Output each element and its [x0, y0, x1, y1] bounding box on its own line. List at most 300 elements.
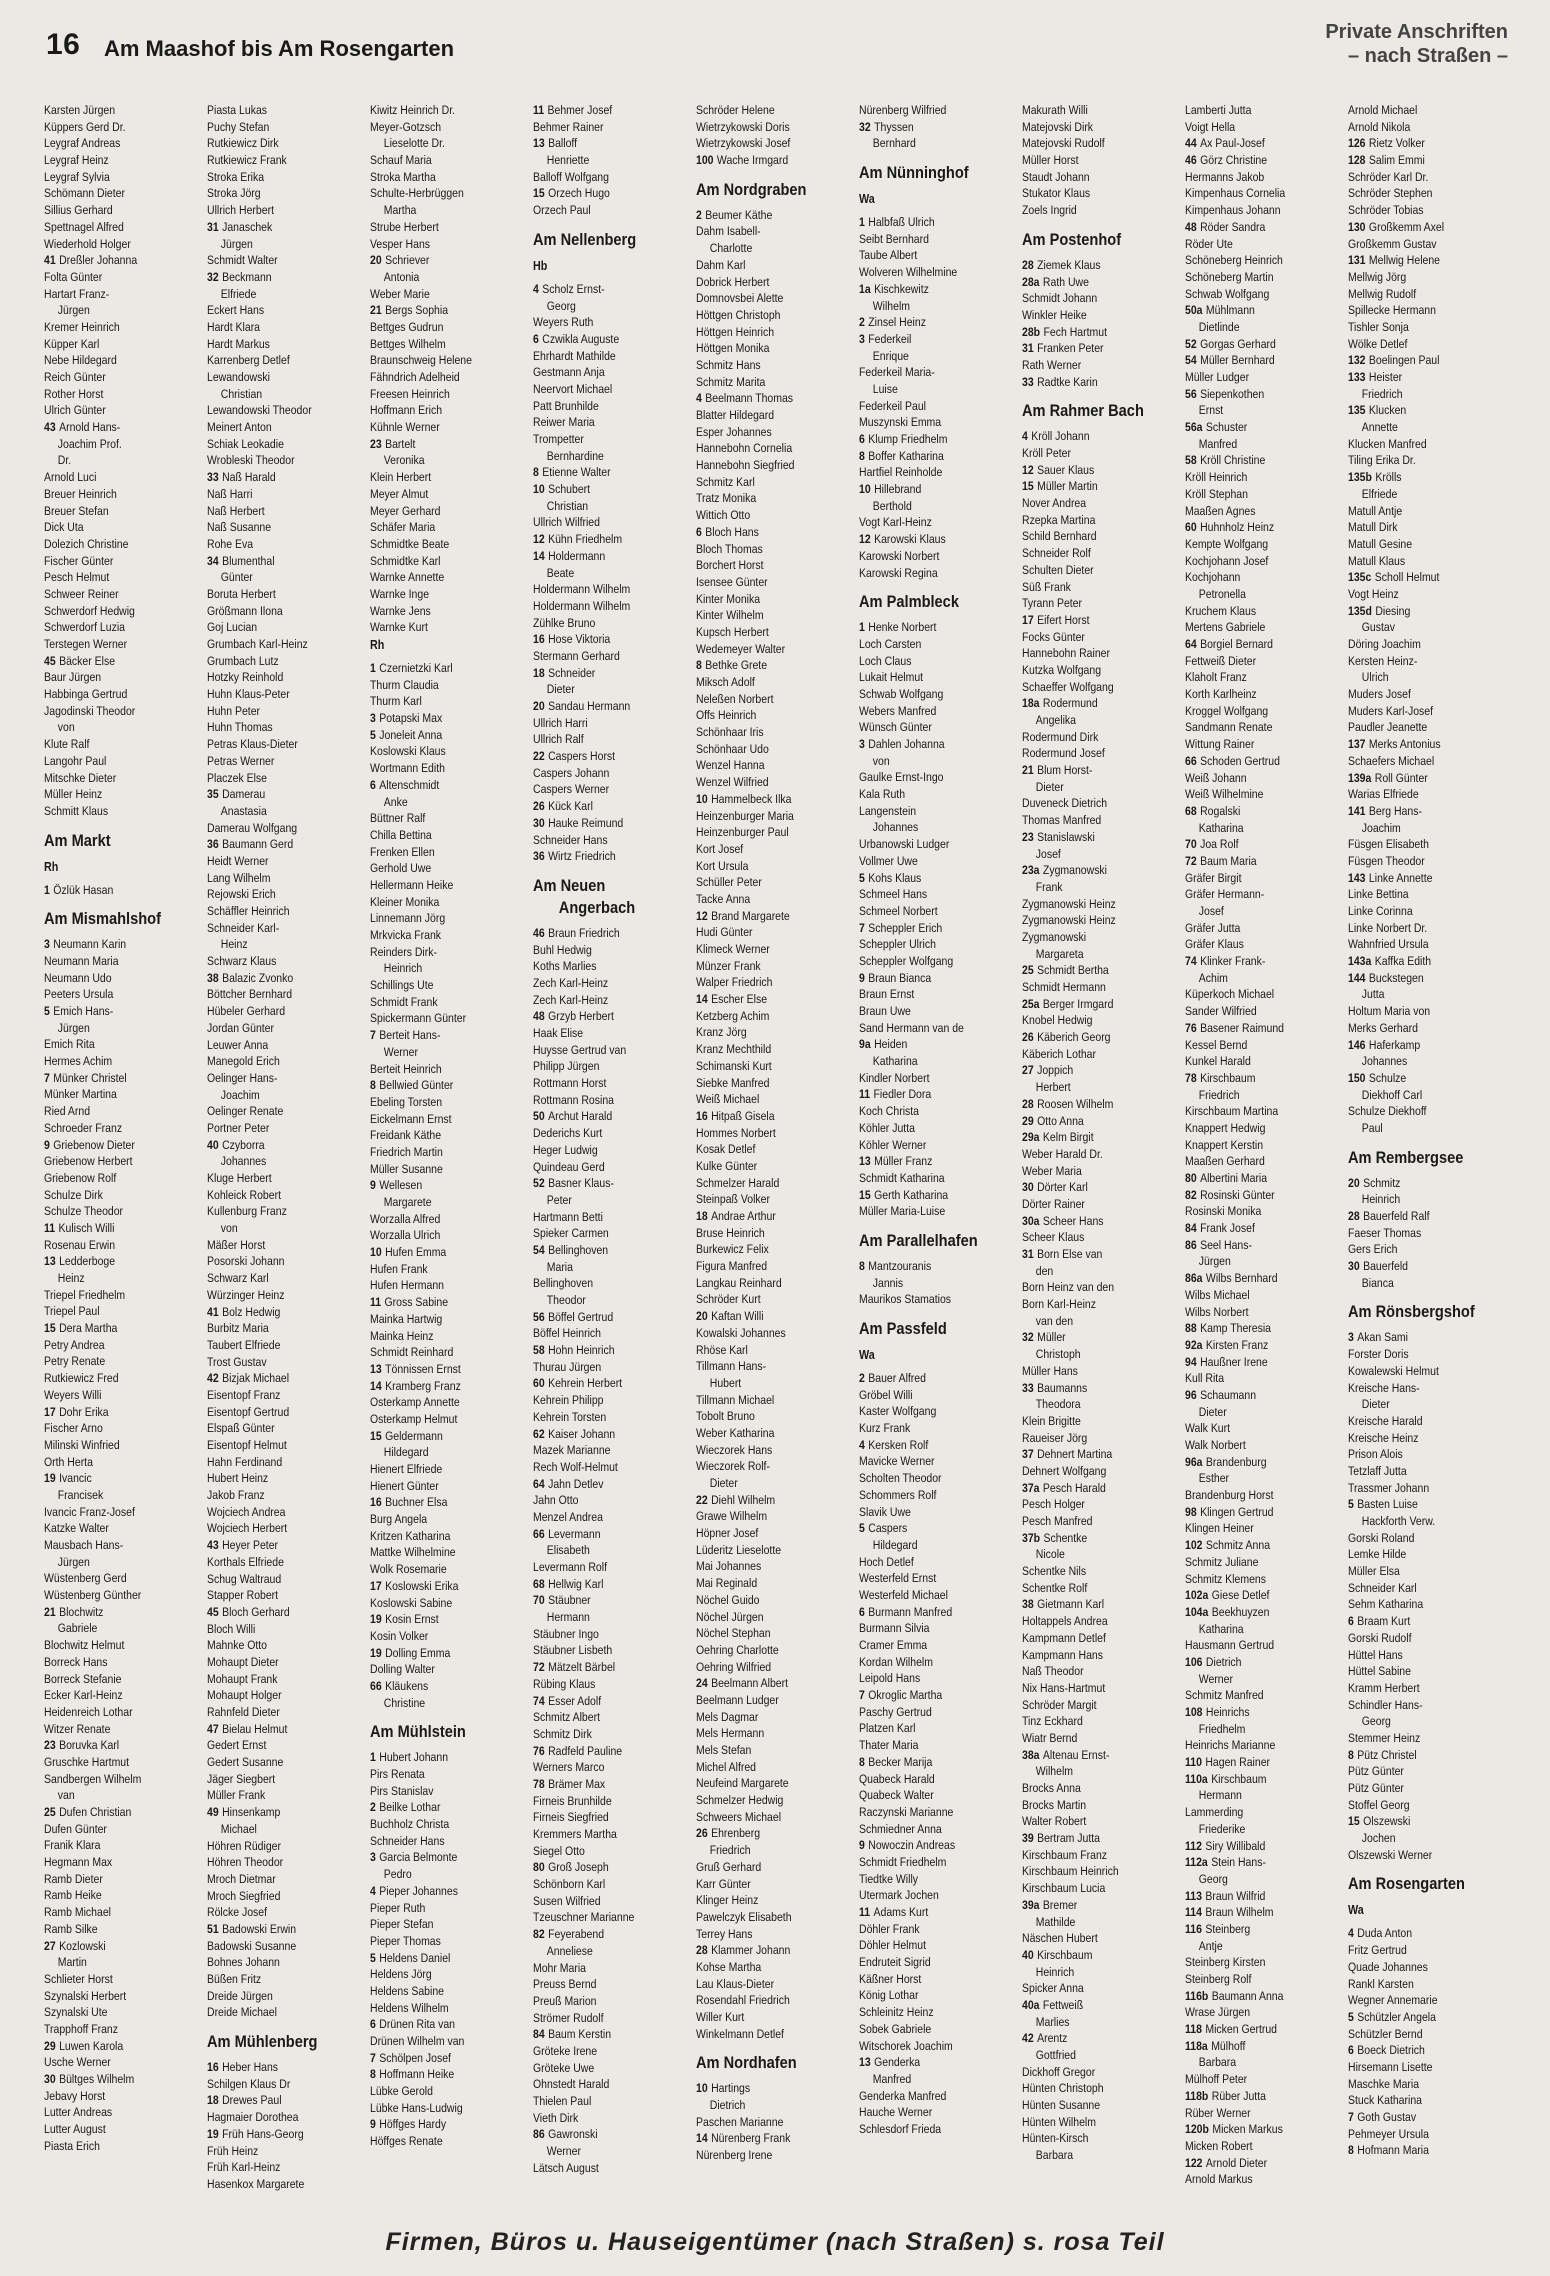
resident-entry: Bianca: [1361, 1275, 1394, 1290]
resident-entry: [1185, 1354, 1348, 1371]
resident-entry: Kurz Frank: [859, 1421, 911, 1436]
resident-entry: Hildegard: [383, 1445, 429, 1460]
resident-entry: Marlies: [1035, 2014, 1070, 2029]
resident-entry: Schmidt Friedhelm: [859, 1854, 947, 1869]
resident-entry: Wojciech Andrea: [207, 1504, 286, 1519]
resident-entry: Westerfeld Michael: [859, 1587, 948, 1602]
resident-entry: Wiederhold Holger: [44, 236, 131, 251]
resident-entry: Posorski Johann: [207, 1254, 285, 1269]
resident-entry: Vesper Hans: [370, 236, 431, 251]
resident-entry: Schaefers Michael: [1348, 753, 1435, 768]
resident-entry: Jannis: [872, 1275, 904, 1290]
house-number: 1: [370, 1750, 376, 1765]
resident-entry: Staudt Johann: [1022, 169, 1090, 184]
resident-entry: Bloch Willi: [207, 1621, 256, 1636]
resident-entry: Olszewski Werner: [1348, 1847, 1433, 1862]
resident-entry: Hubert Heinz: [207, 1471, 269, 1486]
resident-entry: Petras Klaus-Dieter: [207, 737, 298, 752]
resident-entry: [859, 1754, 1022, 1771]
resident-entry: Wilbs Michael: [1185, 1287, 1250, 1302]
resident-entry: [207, 1137, 370, 1154]
resident-name: Bremer: [1042, 1897, 1078, 1912]
resident-entry: Paschen Marianne: [696, 2114, 784, 2129]
resident-name: Okroglic Martha: [868, 1688, 943, 1703]
resident-entry: van den: [1035, 1313, 1074, 1328]
resident-entry: [1185, 135, 1348, 152]
resident-entry: Stroka Jörg: [207, 186, 261, 201]
resident-entry: [207, 1804, 370, 1821]
resident-name: Orzech Hugo: [548, 186, 610, 201]
resident-entry: Lewandowski Theodor: [207, 403, 312, 418]
resident-entry: Vogt Heinz: [1348, 586, 1399, 601]
resident-name: Griebenow Dieter: [53, 1137, 135, 1152]
resident-entry: [1348, 953, 1511, 970]
resident-name: Braun Wilhelm: [1205, 1905, 1274, 1920]
resident-name: Genderka: [874, 2055, 921, 2070]
resident-entry: [370, 1294, 533, 1311]
resident-entry: Schmitz Marita: [696, 374, 766, 389]
house-number: 32: [1022, 1330, 1034, 1345]
resident-entry: Friedrich Martin: [370, 1144, 443, 1159]
resident-entry: Behmer Rainer: [533, 119, 604, 134]
resident-entry: Friedrich: [1361, 386, 1403, 401]
resident-entry: Koch Christa: [859, 1104, 920, 1119]
resident-name: Baumann Anna: [1211, 1988, 1284, 2003]
resident-name: Mätzelt Bärbel: [548, 1660, 616, 1675]
resident-entry: Schröder Tobias: [1348, 203, 1424, 218]
resident-entry: Ried Arnd: [44, 1104, 91, 1119]
resident-name: Wellesen: [379, 1178, 423, 1193]
resident-entry: [859, 314, 1022, 331]
resident-entry: Kohse Martha: [696, 1959, 762, 1974]
house-number: 80: [1185, 1171, 1197, 1185]
resident-name: Rath Uwe: [1042, 274, 1089, 289]
resident-entry: [370, 1799, 533, 1816]
house-number: 21: [370, 303, 382, 318]
resident-name: Potapski Max: [379, 711, 443, 726]
resident-entry: [859, 214, 1022, 231]
resident-name: Dörter Karl: [1037, 1180, 1088, 1195]
resident-entry: [207, 970, 370, 987]
house-number: 26: [1022, 1030, 1034, 1045]
house-number: 141: [1348, 803, 1366, 818]
resident-entry: Bellinghoven: [533, 1276, 594, 1291]
resident-entry: Meyer Almut: [370, 486, 429, 501]
house-number: 7: [370, 2050, 376, 2065]
resident-name: Fiedler Dora: [873, 1087, 932, 1102]
house-number: 23a: [1022, 863, 1040, 878]
resident-entry: Schröder Karl Dr.: [1348, 169, 1429, 184]
resident-name: Beckmann: [222, 269, 272, 284]
resident-name: Heldens Daniel: [379, 1950, 451, 1965]
resident-entry: Näschen Hubert: [1022, 1931, 1098, 1946]
resident-entry: Hegmann Max: [44, 1855, 113, 1870]
resident-entry: Schmelzer Hedwig: [696, 1793, 784, 1808]
resident-entry: Arnold Markus: [1185, 2172, 1253, 2187]
resident-entry: Schäfer Maria: [370, 520, 436, 535]
resident-entry: Wietrzykowski Doris: [696, 119, 790, 134]
resident-entry: Knappert Hedwig: [1185, 1120, 1266, 1135]
resident-entry: Knappert Kerstin: [1185, 1137, 1264, 1152]
directory-column: [370, 102, 533, 2200]
house-number: 30: [1348, 1259, 1360, 1274]
house-number: 28a: [1022, 274, 1040, 289]
house-number: 15: [859, 1187, 871, 1202]
resident-entry: [1185, 2038, 1348, 2055]
resident-entry: [1185, 302, 1348, 319]
resident-entry: Hünten Christoph: [1022, 2081, 1104, 2096]
house-number: 76: [533, 1743, 545, 1758]
house-number: 40a: [1022, 1997, 1040, 2012]
resident-entry: [1185, 1337, 1348, 1354]
resident-entry: [533, 798, 696, 815]
resident-entry: [44, 1938, 207, 1955]
house-number: 1: [859, 620, 865, 635]
resident-entry: Gräfer Hermann-: [1185, 887, 1265, 902]
resident-entry: Karrenberg Detlef: [207, 353, 290, 368]
house-number: 139a: [1348, 770, 1372, 785]
resident-name: Kläukens: [385, 1678, 429, 1693]
resident-name: Holdermann: [548, 548, 606, 563]
resident-entry: Manfred: [1198, 436, 1238, 451]
resident-entry: Werner: [1198, 1671, 1233, 1686]
resident-entry: [370, 2066, 533, 2083]
resident-entry: Pirs Renata: [370, 1767, 425, 1781]
resident-name: Henke Norbert: [868, 620, 937, 635]
resident-entry: Szynalski Ute: [44, 2005, 108, 2020]
resident-entry: Dieter: [1035, 779, 1064, 794]
resident-name: Schmitz Anna: [1205, 1538, 1271, 1553]
house-number: 14: [533, 548, 545, 563]
resident-entry: Fähndrich Adelheid: [370, 370, 460, 384]
house-number: 5: [370, 1950, 376, 1965]
resident-entry: Neervort Michael: [533, 381, 613, 396]
resident-entry: Wietrzykowski Josef: [696, 136, 791, 151]
resident-entry: Piasta Erich: [44, 2138, 100, 2153]
resident-entry: [859, 448, 1022, 465]
resident-name: Adams Kurt: [873, 1905, 929, 1919]
house-number: 8: [696, 658, 702, 673]
resident-entry: Wortmann Edith: [370, 761, 445, 776]
resident-entry: Weiß Michael: [696, 1092, 760, 1107]
resident-entry: Lutter August: [44, 2122, 106, 2137]
resident-entry: Klaholt Franz: [1185, 670, 1247, 685]
resident-entry: Münzer Frank: [696, 958, 761, 973]
resident-name: Ledderboge: [59, 1254, 116, 1269]
house-number: 28: [1022, 1096, 1034, 1111]
directory-column: [696, 102, 859, 2200]
resident-entry: Dieter: [709, 1476, 738, 1490]
resident-entry: [207, 1304, 370, 1321]
resident-entry: Folta Günter: [44, 269, 103, 284]
resident-entry: Hirsemann Lisette: [1348, 2059, 1433, 2074]
resident-entry: Hudi Günter: [696, 925, 753, 940]
house-number: 36: [533, 849, 545, 864]
resident-entry: [1348, 2109, 1511, 2126]
directory-column: [44, 102, 207, 2200]
resident-entry: Langkau Reinhard: [696, 1275, 782, 1290]
resident-name: Kirsten Franz: [1205, 1337, 1269, 1352]
resident-entry: [859, 1187, 1022, 1204]
resident-entry: Döhler Helmut: [859, 1938, 926, 1953]
resident-entry: Leuwer Anna: [207, 1037, 269, 1052]
resident-entry: [44, 2038, 207, 2055]
resident-entry: Fritz Gertrud: [1348, 1943, 1407, 1958]
street-heading: Am Rosengarten: [1348, 1874, 1465, 1894]
resident-entry: Josef: [1035, 846, 1061, 861]
resident-entry: [533, 464, 696, 481]
resident-entry: Balloff Wolfgang: [533, 169, 609, 184]
house-number: 106: [1185, 1654, 1203, 1669]
resident-entry: Christoph: [1035, 1347, 1081, 1362]
resident-name: Mühlmann: [1205, 303, 1255, 318]
resident-entry: Tzeuschner Marianne: [533, 1910, 635, 1925]
resident-entry: Gröbel Willi: [859, 1387, 913, 1402]
resident-entry: [207, 219, 370, 236]
house-number: 58: [1185, 453, 1197, 468]
resident-entry: [859, 1687, 1022, 1704]
resident-entry: Osterkamp Annette: [370, 1395, 460, 1410]
resident-name: Berger Irmgard: [1042, 996, 1114, 1011]
house-number: 4: [859, 1437, 865, 1452]
house-number: 15: [44, 1321, 56, 1336]
resident-entry: [207, 836, 370, 853]
resident-entry: Sand Hermann van de: [859, 1020, 964, 1035]
resident-entry: Mainka Hartwig: [370, 1311, 443, 1326]
resident-entry: Walper Friedrich: [696, 975, 773, 990]
resident-entry: Lieselotte Dr.: [383, 136, 445, 151]
resident-entry: Schimanski Kurt: [696, 1058, 772, 1073]
resident-entry: Nix Hans-Hartmut: [1022, 1680, 1106, 1695]
resident-entry: Kala Ruth: [859, 787, 906, 802]
resident-entry: Joachim: [220, 1087, 260, 1102]
resident-entry: Kröll Stephan: [1185, 486, 1248, 501]
resident-entry: Nover Andrea: [1022, 496, 1087, 511]
house-number: 3: [370, 1850, 376, 1865]
house-number: 39: [1022, 1831, 1034, 1846]
resident-entry: Matull Antje: [1348, 503, 1403, 518]
resident-entry: Wiatr Bernd: [1022, 1730, 1078, 1745]
resident-entry: Wrase Jürgen: [1185, 2005, 1251, 2020]
resident-entry: Angelika: [1035, 713, 1076, 727]
resident-entry: Spicker Anna: [1022, 1981, 1084, 1996]
resident-name: Scheer Hans: [1042, 1213, 1104, 1228]
resident-entry: Mohaupt Holger: [207, 1688, 282, 1703]
resident-entry: [533, 848, 696, 865]
resident-name: Röder Sandra: [1200, 219, 1266, 234]
resident-entry: Schmidtke Beate: [370, 536, 450, 551]
resident-entry: [1348, 1613, 1511, 1630]
resident-name: Kaiser Johann: [548, 1426, 616, 1441]
house-number: 150: [1348, 1070, 1366, 1085]
resident-entry: Martin: [57, 1955, 87, 1970]
house-number: 21: [44, 1604, 56, 1619]
resident-entry: Sander Wilfried: [1185, 1004, 1257, 1019]
resident-name: Sauer Klaus: [1037, 462, 1095, 477]
section-title-line1: Private Anschriften: [1325, 21, 1508, 43]
resident-name: Braun Bianca: [868, 970, 932, 985]
resident-entry: Karowski Norbert: [859, 548, 940, 563]
resident-entry: Jebavy Horst: [44, 2088, 106, 2103]
resident-entry: Tetzlaff Jutta: [1348, 1463, 1407, 1478]
resident-name: Boeck Dietrich: [1357, 2043, 1425, 2058]
district-code: Rh: [370, 638, 385, 652]
resident-entry: Heinrich: [383, 961, 423, 976]
resident-name: Ax Paul-Josef: [1200, 136, 1265, 151]
resident-entry: Zech Karl-Heinz: [533, 992, 609, 1007]
resident-entry: Petry Renate: [44, 1354, 106, 1369]
resident-entry: Heinzenburger Paul: [696, 825, 789, 840]
street-heading: Am Postenhof: [1022, 229, 1122, 249]
resident-entry: Triepel Friedhelm: [44, 1287, 126, 1302]
resident-entry: [1348, 1747, 1511, 1764]
resident-entry: [1185, 1854, 1348, 1871]
resident-name: Braun Wilfrid: [1205, 1888, 1266, 1903]
resident-entry: Mellwig Jörg: [1348, 269, 1407, 284]
resident-entry: Paudler Jeanette: [1348, 720, 1428, 735]
resident-entry: [696, 657, 859, 674]
resident-entry: Heinz: [57, 1271, 85, 1285]
resident-entry: Schulte-Herbrüggen: [370, 186, 464, 201]
resident-entry: Trompetter: [533, 432, 584, 446]
house-number: 5: [370, 727, 376, 742]
resident-name: Steinberg: [1205, 1921, 1251, 1936]
resident-entry: Rölcke Josef: [207, 1905, 268, 1920]
house-number: 17: [370, 1578, 382, 1593]
resident-entry: Warnke Kurt: [370, 620, 428, 635]
resident-entry: [1022, 1596, 1185, 1613]
resident-entry: [533, 102, 696, 119]
resident-entry: Rejowski Erich: [207, 887, 276, 902]
resident-entry: Muszynski Emma: [859, 415, 942, 430]
street-heading: Am Nordhafen: [696, 2053, 797, 2073]
resident-entry: Cramer Emma: [859, 1638, 928, 1652]
resident-name: Scheppler Erich: [868, 920, 943, 935]
resident-entry: Hüttel Sabine: [1348, 1664, 1411, 1679]
resident-entry: Schöneberg Martin: [1185, 269, 1274, 284]
resident-entry: Reinders Dirk-: [370, 944, 437, 959]
resident-entry: Weber Harald Dr.: [1022, 1146, 1103, 1161]
resident-entry: Sehm Katharina: [1348, 1597, 1424, 1612]
resident-entry: [1185, 2021, 1348, 2038]
resident-name: Schriever: [385, 253, 430, 268]
resident-entry: Weiß Johann: [1185, 770, 1247, 785]
house-number: 19: [44, 1471, 56, 1486]
resident-entry: [696, 908, 859, 925]
resident-name: Bäcker Else: [59, 653, 116, 668]
resident-entry: Gräfer Klaus: [1185, 937, 1244, 952]
resident-name: Czyborra: [222, 1137, 265, 1152]
resident-entry: Linnemann Jörg: [370, 911, 446, 926]
resident-entry: Utermark Jochen: [859, 1888, 939, 1903]
resident-entry: Lamberti Jutta: [1185, 103, 1252, 117]
resident-name: Bergs Sophia: [385, 303, 449, 318]
resident-entry: Kirschbaum Franz: [1022, 1847, 1108, 1862]
resident-entry: Heldens Sabine: [370, 1983, 445, 1998]
resident-name: Merks Antonius: [1368, 737, 1441, 752]
resident-entry: Heinrich: [1361, 1192, 1401, 1207]
resident-name: Joneleit Anna: [379, 727, 443, 742]
resident-entry: Kluge Herbert: [207, 1171, 272, 1185]
resident-entry: [1022, 1530, 1185, 1547]
resident-entry: König Lothar: [859, 1988, 919, 2003]
resident-entry: [1185, 2088, 1348, 2105]
resident-entry: Mülhoff Peter: [1185, 2072, 1248, 2087]
resident-entry: [859, 1086, 1022, 1103]
street-heading: Am Palmbleck: [859, 592, 959, 612]
resident-name: Bauerfeld Ralf: [1363, 1209, 1430, 1223]
section-title-line2: – nach Straßen –: [1347, 45, 1508, 67]
resident-entry: Schulze Dirk: [44, 1187, 103, 1202]
resident-entry: [533, 548, 696, 565]
resident-entry: Heinrichs Marianne: [1185, 1738, 1276, 1753]
resident-entry: Tillmann Hans-: [696, 1359, 767, 1374]
resident-entry: Ramb Dieter: [44, 1871, 103, 1886]
resident-entry: Johannes: [1361, 1054, 1408, 1069]
resident-entry: Tishler Sonja: [1348, 319, 1409, 334]
resident-name: Rogalski: [1200, 803, 1241, 818]
resident-entry: Charlotte: [709, 241, 753, 256]
district-code: Hb: [533, 258, 548, 273]
resident-entry: Ullrich Ralf: [533, 732, 584, 747]
house-number: 46: [1185, 153, 1197, 168]
resident-entry: [370, 1361, 533, 1378]
resident-name: Haferkamp: [1368, 1037, 1421, 1052]
house-number: 14: [696, 2131, 708, 2146]
resident-entry: Endruteit Sigrid: [859, 1955, 931, 1970]
house-number: 40: [207, 1137, 219, 1152]
resident-entry: [1022, 2030, 1185, 2047]
resident-entry: Lemke Hilde: [1348, 1547, 1407, 1562]
resident-entry: Heidenreich Lothar: [44, 1704, 133, 1719]
resident-entry: Pesch Manfred: [1022, 1514, 1093, 1528]
resident-entry: Jürgen: [57, 303, 90, 318]
resident-entry: Wegner Annemarie: [1348, 1993, 1438, 2008]
resident-entry: [1185, 419, 1348, 436]
resident-name: Hose Viktoria: [548, 632, 611, 647]
resident-entry: Schmitz Manfred: [1185, 1688, 1264, 1703]
directory-column: [859, 102, 1022, 2200]
house-number: 7: [859, 920, 865, 935]
resident-entry: [1348, 1070, 1511, 1087]
resident-entry: Peter: [546, 1192, 572, 1207]
resident-entry: Schmitz Karl: [696, 474, 755, 489]
resident-name: Janaschek: [222, 219, 273, 234]
resident-name: Etienne Walter: [542, 465, 611, 480]
house-number: 54: [533, 1242, 545, 1257]
resident-name: Boelingen Paul: [1368, 353, 1440, 368]
resident-entry: Johannes: [872, 820, 919, 835]
house-number: 8: [859, 448, 865, 463]
house-number: 50a: [1185, 303, 1203, 318]
resident-name: Arentz: [1037, 2031, 1068, 2046]
resident-entry: Drünen Wilhelm van: [370, 2034, 465, 2048]
resident-entry: Stäubner Lisbeth: [533, 1643, 613, 1658]
resident-entry: [44, 252, 207, 269]
resident-name: Hartings: [711, 2081, 751, 2096]
resident-entry: Margarete: [383, 1195, 432, 1209]
resident-entry: Mattke Wilhelmine: [370, 1545, 456, 1560]
resident-name: Micken Gertrud: [1205, 2022, 1278, 2037]
resident-entry: Siegel Otto: [533, 1843, 585, 1858]
resident-entry: Kaster Wolfgang: [859, 1404, 937, 1419]
house-number: 4: [370, 1883, 376, 1898]
resident-entry: [1022, 1129, 1185, 1146]
resident-entry: Schmitt Klaus: [44, 803, 109, 818]
resident-name: Beekhuyzen: [1211, 1604, 1270, 1619]
resident-entry: [1185, 853, 1348, 870]
resident-entry: Michel Alfred: [696, 1759, 757, 1774]
